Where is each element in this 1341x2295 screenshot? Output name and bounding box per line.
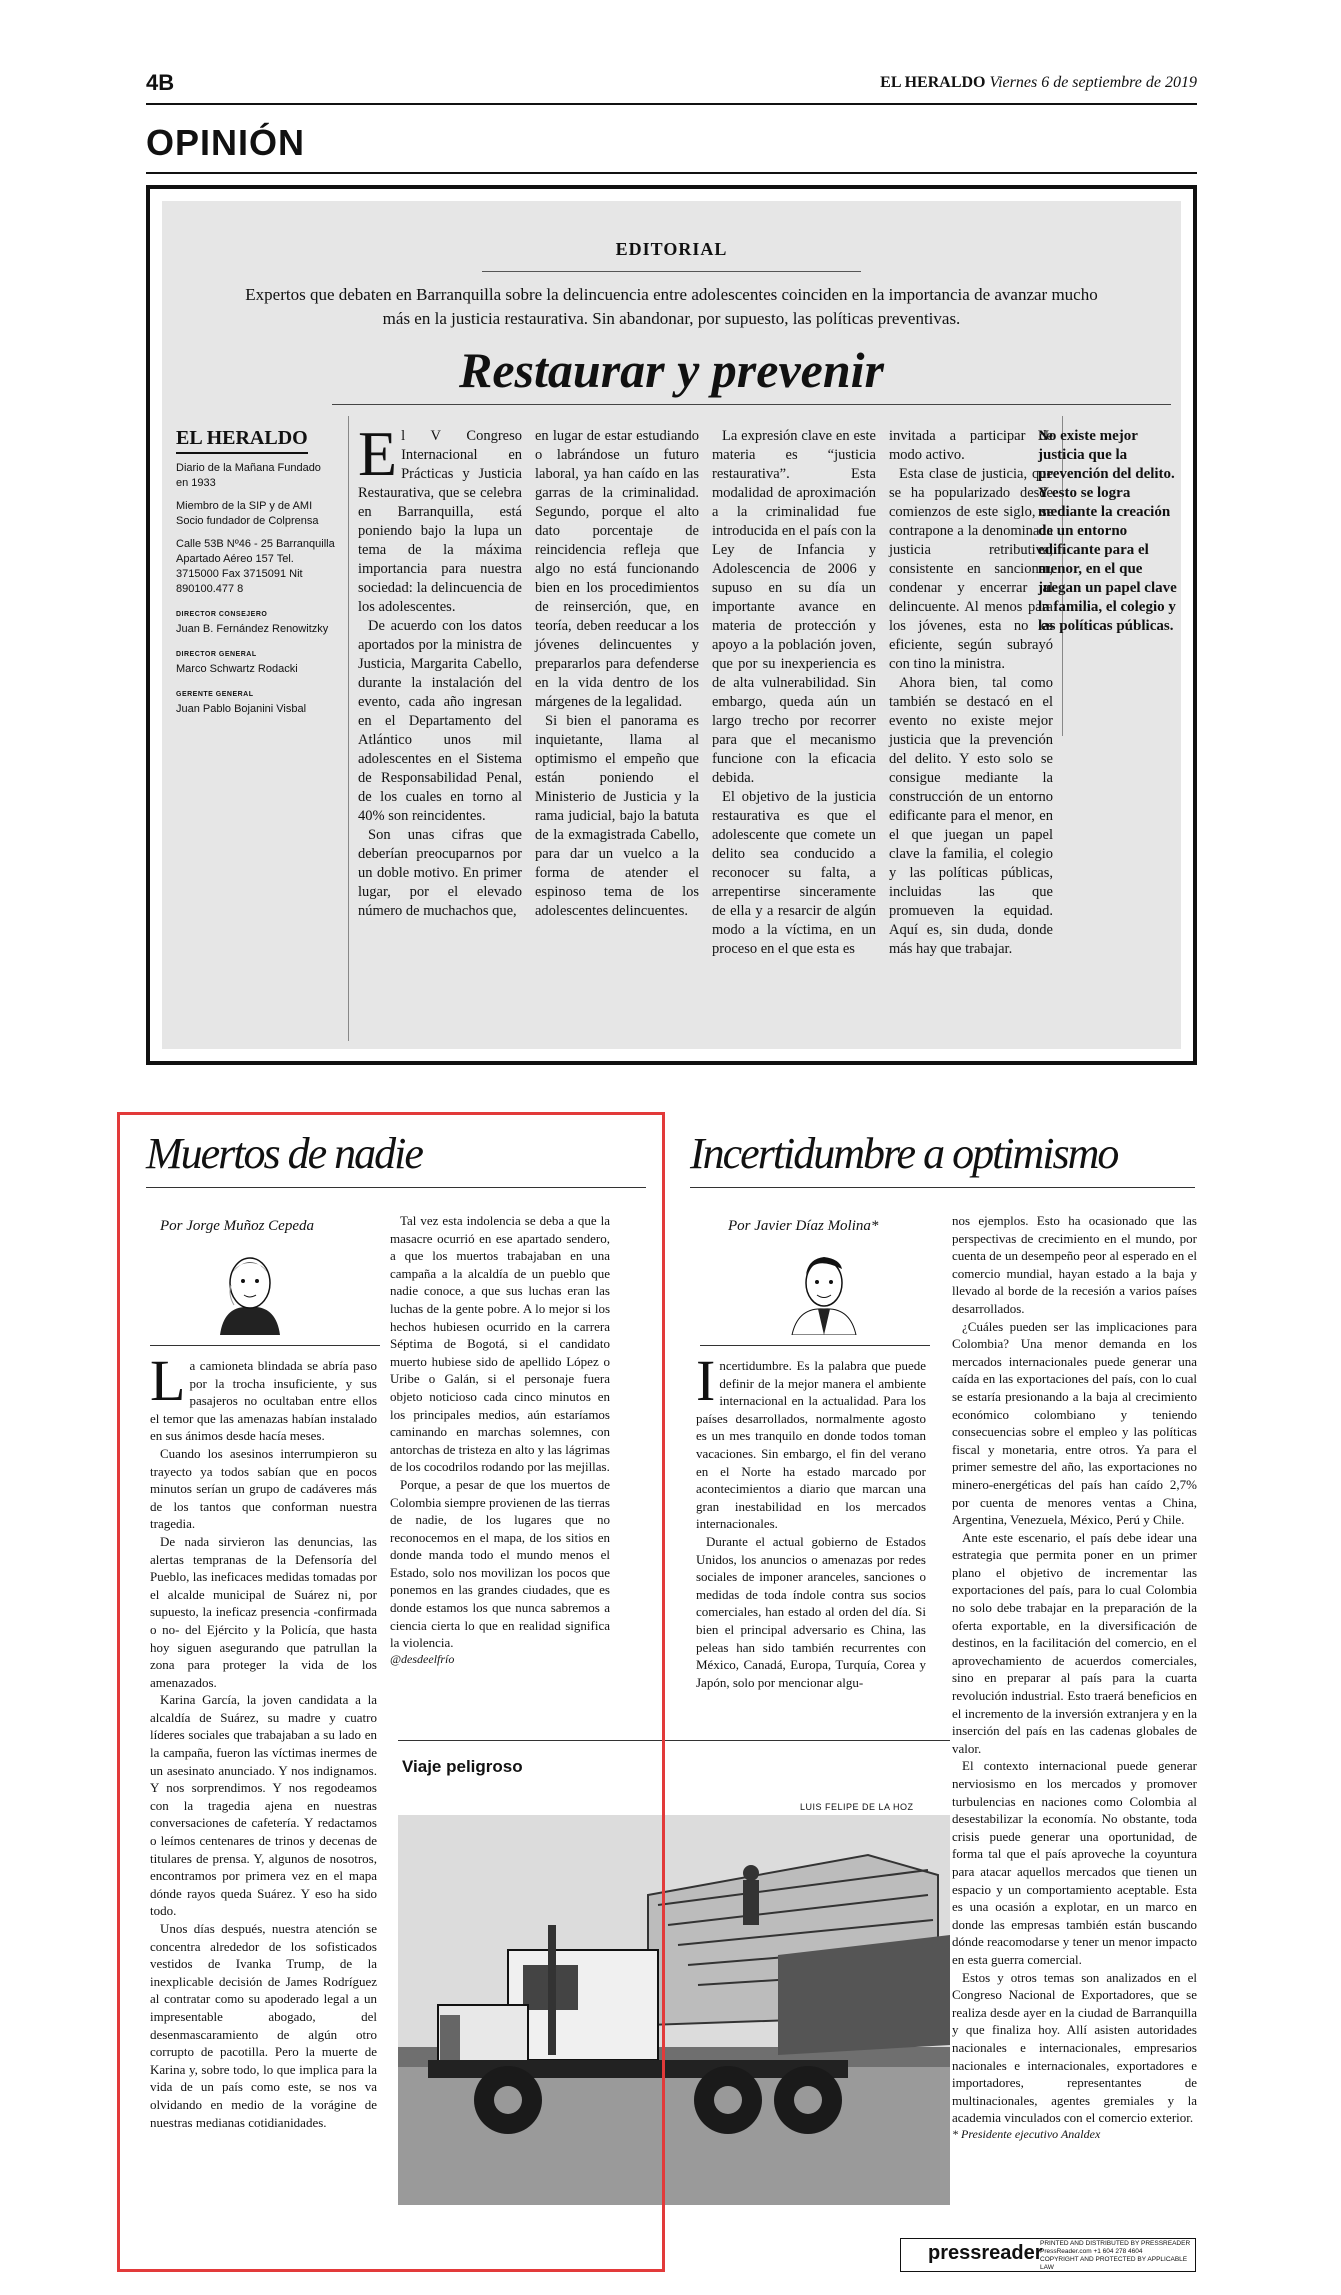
pull-quote: No existe mejor justicia que la prevención del delito. Y esto se logra mediante la creación de un entorno edificante para el menor, en el que juegan un papel clave la familia, el colegio y las políticas públicas. [1038,428,1177,634]
section-title: OPINIÓN [146,122,306,163]
staff-role: DIRECTOR GENERAL [176,651,257,658]
editorial-label: EDITORIAL [615,239,728,259]
editorial-paragraph: La expresión clave en este materia es “justicia restaurativa”. Esta modalidad de aproximación a la criminalidad fue introducida en el país con la Ley de Infancia y Adolescencia de 2006 y supuso en su día un importante avance en materia de protección y apoyo a la población joven, que por su inexperiencia es de alta vulnerabilidad. Sin embargo, queda aún un largo trecho por recorrer para que el mecanismo funcione con la eficacia debida. [712,428,876,786]
section-rule [146,172,1197,174]
editorial-column-4 [889,427,1053,959]
editorial-label-rule [482,271,861,272]
title-rule [690,1187,1195,1188]
article-paragraph: ¿Cuáles pueden ser las implicaciones para Colombia? Una menor demanda en los mercados internacionales puede generar una caída en las exportaciones del país, con lo cual se estaría presionando a la baja al crecimiento económico colombiano y teniendo consecuencias sobre el empleo y las políticas fiscal y monetaria, entre otros. Ya para el primer semestre del año, las exportaciones no minero-energéticas del país han caído 2,7% por cuenta de menores ventas a China, Argentina, Venezuela, México, Perú y Chile. [952,1318,1197,1528]
photo-title: Viaje peligroso [402,1757,523,1776]
pressreader-logo: pressreader [928,2242,1043,2264]
staff-role: GERENTE GENERAL [176,691,254,698]
right-column-text-2 [952,1212,1197,2142]
staff-name: Juan Pablo Bojanini Visbal [176,703,307,715]
editorial-deck: Expertos que debaten en Barranquilla sobre la delincuencia entre adolescentes coinciden en la importancia de avanzar mucho más en la justicia restaurativa. Sin abandonar, por supuesto, las políticas preventivas. [245,285,1098,328]
drop-cap: E [358,418,398,489]
editorial-paragraph: en lugar de estar estudiando o labrándose un futuro laboral, ya han caído en las garras de la criminalidad. Segundo, porque el alto dato porcentaje de reincidencia refleja que algo no está funcionando bien en los procedimientos de reinserción, que, en teoría, deben reeducar a los jóvenes delincuentes y prepararlos para defenderse en la vida dentro de los márgenes de la legalidad. [535,428,699,710]
article-paragraph: Tal vez esta indolencia se deba a que la masacre ocurrió en ese apartado sendero, a que los muertos trabajaban en una campaña a la alcaldía de un pueblo que nadie conoce, a que sus luchas eran las luchas de la gente pobre. A lo mejor si los hechos hubiesen ocurrido en la carrera Séptima de Bogotá, si el candidato muerto hubiese sido de apellido López o Uribe o Galán, si el personaje fuera objeto noticioso cada cinco minutos en los principales medios, aún estaríamos caminando en marchas solemnes, con antorchas de tristeza en alto y las lágrimas de los cocodrilos rodando por las mejillas. [390,1213,610,1475]
article-paragraph: Incertidumbre. Es la palabra que puede definir de la mejor manera el ambiente internacional en la actualidad. Para los países desarrollados, normalmente agosto es un mes tranquilo en donde todos toman vacaciones. Sin embargo, el fin del verano en el Norte ha estado marcado por acontecimientos a diario que marcan una gran inestabilidad en los mercados internacionales. [696,1348,926,1532]
editorial-panel [162,201,1181,1049]
brand-logo: EL HERALDO [176,427,308,454]
drop-cap: I [696,1348,716,1413]
article-paragraph: Estos y otros temas son analizados en el Congreso Nacional de Exportadores, que se realiza desde ayer en la ciudad de Barranquilla y que finaliza hoy. Allí asisten autoridades nacionales e internacionales, empresarios nacionales e internacionales, exportadores e importadores, representantes de multinacionales, agentes gremiales y la academia vinculados con el comercio exterior. [952,1969,1197,2126]
column-rule [348,416,349,1041]
photo-credit: LUIS FELIPE DE LA HOZ [800,1802,914,1812]
staff-name: Juan B. Fernández Renowitzky [176,623,329,635]
column-title: Muertos de nadie [146,1129,422,1178]
staff-role: DIRECTOR CONSEJERO [176,611,268,618]
article-paragraph: Cuando los asesinos interrumpieron su trayecto ya todos sabían que en pocos minutos serían un grupo de cadáveres más de los tantos que conforman nuestra tragedia. [150,1445,377,1532]
editorial-title-rule [332,404,1171,405]
brand-info-line: Diario de la Mañana Fundado en 1933 [176,462,321,489]
article-paragraph: Ante este escenario, el país debe idear una estrategia que permita poner en un primer plano el objetivo de incrementar las exportaciones del país, para lo cual Colombia no solo debe trabajar en la preparación de la oferta exportable, en la diversificación de destinos, en la facilitación del comercio, en el aprovechamiento de acuerdos comerciales, sino en preparar al país para la cuarta revolución industrial. Esto traerá beneficios en el incremento de la inversión extranjera y en la inserción del país en las cadenas globales de valor. [952,1529,1197,1756]
editorial-paragraph: El V Congreso Internacional en Prácticas y Justicia Restaurativa, que se celebra en Barranquilla, está poniendo bajo la lupa un tema de la máxima importancia para nuestra sociedad: la delincuencia de los adolescentes. [358,418,522,615]
editorial-paragraph: Son unas cifras que deberían preocuparnos por un doble motivo. En primer lugar, por el elevado número de muchachos que, [358,827,522,919]
article-paragraph: De nada sirvieron las denuncias, las alertas tempranas de la Defensoría del Pueblo, las ineficaces medidas tomadas por el alcalde municipal de Suárez ni, por supuesto, la ineficaz presencia -confirmada o no- del Ejército y la Policía, que hasta hoy siguen asegurando que patrullan la zona para proteger la vida de los amenazados. [150,1533,377,1690]
editorial-column-3 [712,427,876,959]
column-title: Incertidumbre a optimismo [690,1129,1118,1178]
author-handle: @desdeelfrío [390,1651,455,1666]
brand-info-line: Miembro de la SIP y de AMI Socio fundador de Colprensa [176,500,319,527]
pressreader-notice [1040,2240,1194,2272]
header-rule [146,103,1197,105]
byline: Por Javier Díaz Molina* [728,1218,879,1234]
editorial-paragraph: De acuerdo con los datos aportados por la ministra de Justicia, Margarita Cabello, durante la instalación del evento, cada año ingresan en el Departamento del Atlántico unos mil adolescentes en el Sistema de Responsabilidad Penal, de los cuales en torno al 40% son reincidentes. [358,618,522,824]
editorial-column-2 [535,427,699,921]
editorial-box [146,185,1197,1065]
brand-info [176,461,336,717]
article-paragraph: Porque, a pesar de que los muertos de Colombia siempre provienen de las tierras de nadie, de los lugares que no reconocemos en el mapa, de los sitios en donde manda todo el mundo menos el Estado, solo nos movilizan los pocos que ponemos en las grandes ciudades, que es donde estamos los que nunca sabremos a ciencia cierta lo que en realidad significa la violencia. [390,1476,610,1651]
article-paragraph: Karina García, la joven candidata a la alcaldía de Suárez, su madre y cuatro líderes sociales que trabajaban a su lado en la campaña, fueron las víctimas inermes de un asesinato anunciado. Y nos indignamos. Y nos sorprendimos. Y nos regodeamos con la tragedia ajena en nuestras conversaciones de cafetería. Y redactamos o leímos centenares de trinos y decenas de titulares de prensa. Y, algunos de nosotros, encontramos por primera vez en el mapa dónde rayos queda Suárez. Y eso ha sido todo. [150,1692,377,1919]
editorial-column-1 [358,418,522,921]
highlight-frame [117,1112,665,2272]
masthead [880,74,1197,92]
issue-date: Viernes 6 de septiembre de 2019 [989,74,1197,91]
notice-line: COPYRIGHT AND PROTECTED BY APPLICABLE LAW [1040,2256,1188,2271]
notice-line: PressReader.com +1 604 278 4604 [1040,2248,1143,2255]
footnote: * Presidente ejecutivo Analdex [952,2126,1101,2141]
editorial-paragraph: Ahora bien, tal como también se destacó en el evento no existe mejor justicia que la prevención del delito. Y esto solo se consigue mediante la construcción de un entorno edificante para el menor, en el que juegan un papel clave la familia, el colegio y las políticas públicas, incluidas las que promueven la equidad. Aquí es, sin duda, donde más hay que trabajar. [889,675,1053,957]
newspaper-name: EL HERALDO [880,74,986,91]
article-paragraph: Unos días después, nuestra atención se concentra alrededor de los sofisticados vestidos de Ivanka Trump, de la inexplicable decisión de James Rodríguez al contratar como su apoderado legal a un impresentable abogado, del desenmascaramiento de algún otro corrupto de pacotilla. Pero la muerte de Karina y, sobre todo, lo que implica para la vida de un país como este, se nos va olvidando en medio de la vorágine de nuestras medianas cotidianidades. [150,1921,377,2130]
article-paragraph: El contexto internacional puede generar nerviosismo en los mercados y promover turbulencias en naciones como Colombia al desestabilizar la economía. No obstante, toda crisis puede generar una oportunidad, de forma tal que el país aproveche la coyuntura para atacar aquellos mercados que tienen un espacio y un comportamiento aceptable. Esta es una ocasión a explotar, en un marco en donde las empresas también están buscando dónde reacomodarse y tener un menor impacto en esta guerra comercial. [952,1758,1197,1967]
page-number: 4B [146,70,175,95]
article-paragraph: Durante el actual gobierno de Estados Unidos, los anuncios o amenazas por redes sociales de imponer aranceles, sanciones o medidas de toda índole contra sus socios comerciales, han estado al orden del día. Si bien el principal adversario es China, las peleas han sido también recurrentes con México, Canadá, Europa, Turquía, Corea y Japón, solo por mencionar algu- [696,1533,926,1690]
editorial-paragraph: Si bien el panorama es inquietante, llama al optimismo el empeño que están poniendo el Ministerio de Justicia y la rama judicial, bajo la batuta de la exmagistrada Cabello, para dar un vuelco a la forma de atender el espinoso tema de los adolescentes delincuentes. [535,713,699,919]
editorial-paragraph: invitada a participar de modo activo. [889,428,1053,463]
article-paragraph: La camioneta blindada se abría paso por la trocha insuficiente, y sus pasajeros no ocultaban entre ellos el temor que las amenazas habían instalado en sus ánimos desde hacía meses. [150,1348,377,1444]
staff-name: Marco Schwartz Rodacki [176,663,298,675]
drop-cap: L [150,1348,186,1413]
brand-info-line: Calle 53B Nº46 - 25 Barranquilla Apartado Aéreo 157 Tel. 3715000 Fax 3715091 Nit 890100.477 8 [176,538,335,595]
editorial-title: Restaurar y prevenir [459,342,884,398]
editorial-paragraph: El objetivo de la justicia restaurativa es que el adolescente que comete un delito sea conducido a reconocer su falta, a arrepentirse sinceramente de ella y a resarcir de algún modo a la víctima, en un proceso en el que esta es [712,789,876,957]
editorial-paragraph: Esta clase de justicia, que se ha popularizado desde comienzos de este siglo, se contrapone a la denominada justicia retributiva, consistente en sancionar, condenar y encerrar al delincuente. Al menos para los jóvenes, esta no es eficiente, según subrayó con tino la ministra. [889,466,1053,672]
byline: Por Jorge Muñoz Cepeda [160,1218,314,1234]
right-column-text-1 [696,1348,926,1691]
portrait-rule [700,1345,930,1346]
article-paragraph: nos ejemplos. Esto ha ocasionado que las perspectivas de crecimiento en el mundo, por cuenta de un desempeño peor al esperado en el comercio mundial, hayan estado a la baja y llevado al borde de la recesión a varios países desarrollados. [952,1213,1197,1316]
notice-line: PRINTED AND DISTRIBUTED BY PRESSREADER [1040,2240,1191,2247]
author-portrait [784,1245,864,1335]
